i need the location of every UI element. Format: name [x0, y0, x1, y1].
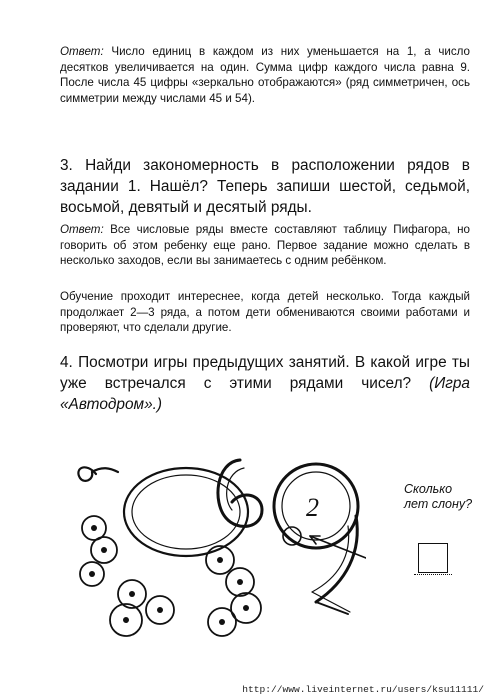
task-4 [60, 352, 470, 415]
answer-label: Ответ: [60, 223, 104, 236]
teacher-note [60, 289, 470, 336]
task-3 [60, 155, 470, 218]
task-3-text: 3. Найди закономерность в расположении рядов в задании 1. Нашёл? Теперь запиши шестой, седьмой, восьмой, девятый и десятый ряды. [60, 157, 470, 216]
elephant-age-question: Сколько лет слону? [404, 482, 473, 511]
answer-block-1 [60, 44, 470, 106]
answer-block-3 [60, 222, 470, 269]
task-4-text: 4. Посмотри игры предыдущих занятий. В какой игре ты уже встречался с этими рядами чисел? [60, 354, 470, 392]
elephant-legs [80, 516, 261, 636]
answer-text: Все числовые ряды вместе составляют таблицу Пифагора, но говорить об этом ребенку еще рано. Первое задание можно сделать в несколько заходов, если вы занимаетесь с одним ребёнком. [60, 223, 470, 268]
tail-curl [78, 467, 96, 481]
answer-box[interactable] [418, 543, 448, 573]
task-4-answer: (Игра «Автодром».) [60, 375, 470, 413]
digit-two-label: 2 [306, 493, 319, 522]
teacher-note-text: Обучение проходит интереснее, когда детей несколько. Тогда каждый продолжает 2—3 ряда, а потом дети обмениваются своими работами и проверяют, что сделали другие. [60, 290, 470, 335]
source-url[interactable]: http://www.liveinternet.ru/users/ksu11111/ [242, 684, 484, 695]
answer-box-baseline [414, 574, 452, 575]
elephant-illustration [66, 432, 366, 642]
answer-text: Число единиц в каждом из них уменьшается на 1, а число десятков увеличивается на один. Сумма цифр каждого числа равна 9. После числа 45 цифры «зеркально отображаются» (ряд симметричен, ось симметрии между числами 45 и 54). [60, 45, 470, 105]
answer-label: Ответ: [60, 45, 104, 58]
